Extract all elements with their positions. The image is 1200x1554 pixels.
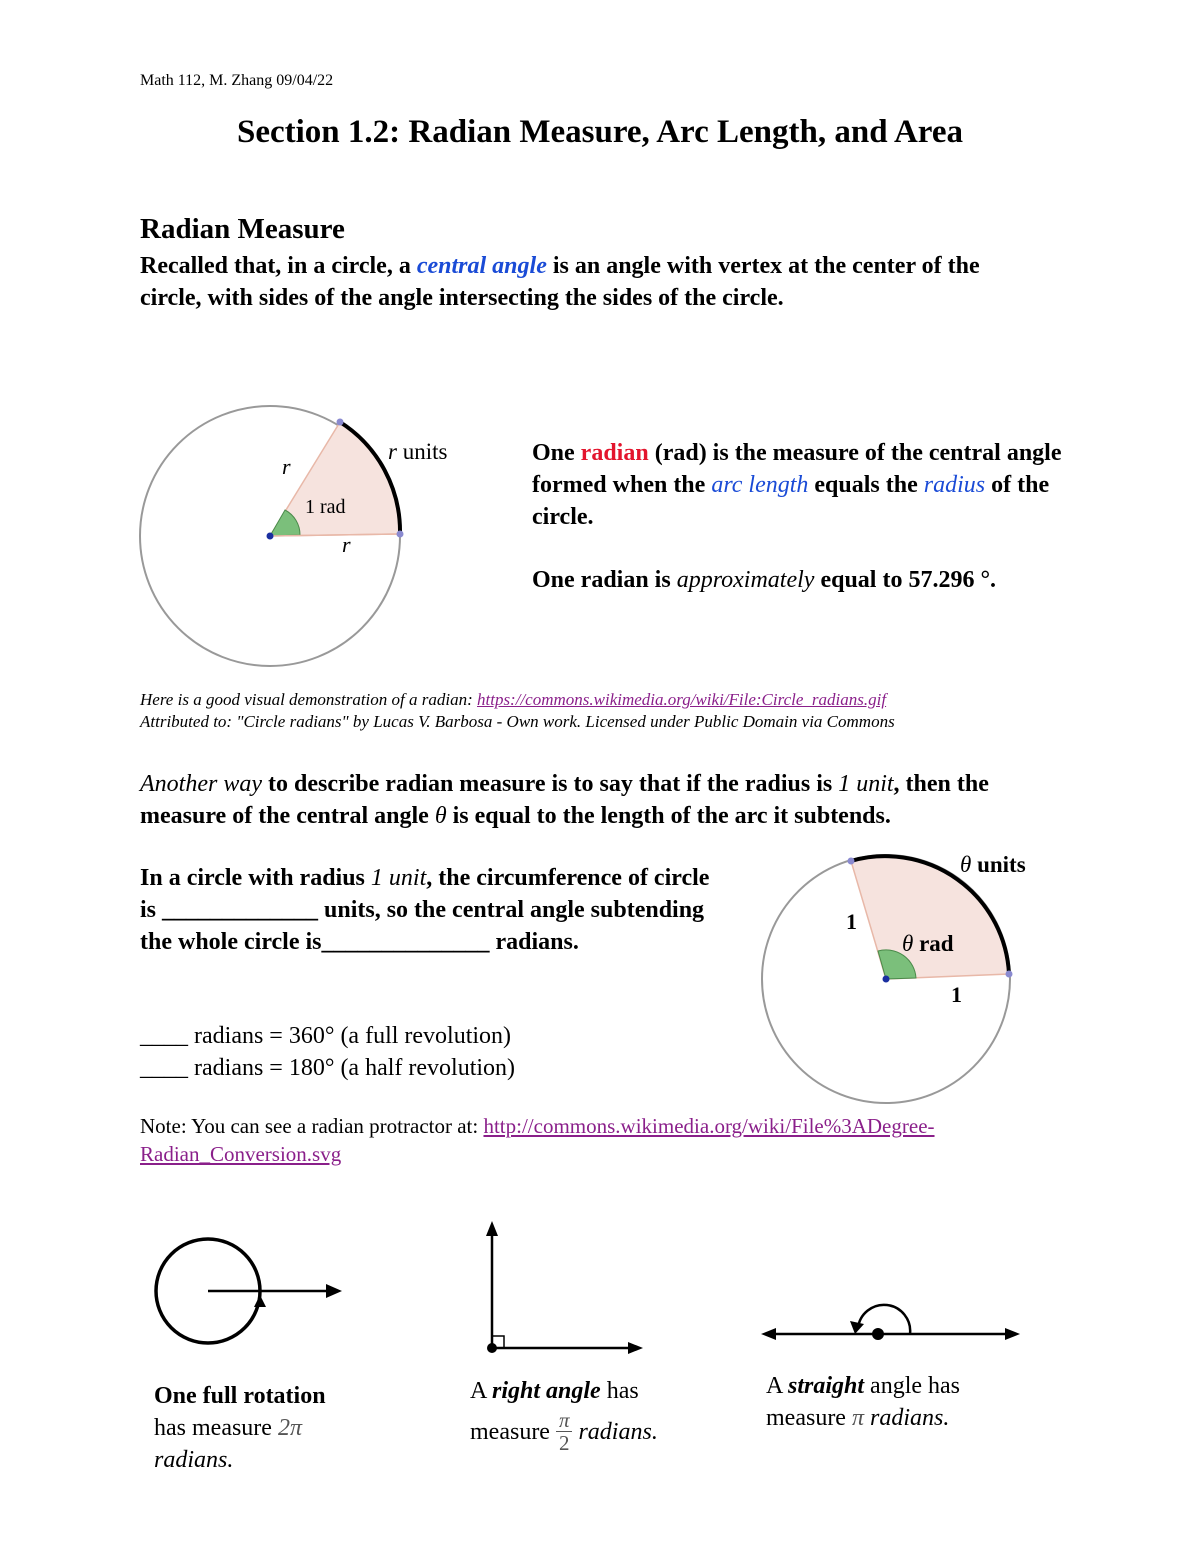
arc-length-term: arc length	[711, 472, 809, 498]
vertex	[872, 1328, 884, 1340]
radian-term: radian	[580, 440, 649, 466]
up-arrowhead	[486, 1221, 498, 1236]
center-point	[267, 533, 274, 540]
arc-point-top	[848, 858, 855, 865]
arc-arrowhead	[850, 1321, 864, 1334]
theta-rad-label: θ rad	[902, 931, 954, 956]
unit-circle-diagram	[750, 845, 1070, 1105]
theta-units-label: θ units	[960, 852, 1026, 877]
blank-line-half: ____ radians = 180° (a half revolution)	[140, 1055, 516, 1081]
demo-link[interactable]: https://commons.wikimedia.org/wiki/File:Circle_radians.gif	[477, 690, 887, 709]
section-heading: Radian Measure	[140, 213, 345, 245]
radian-diagram	[130, 400, 480, 680]
one-label-bottom: 1	[951, 982, 962, 1007]
header-note: Math 112, M. Zhang 09/04/22	[140, 72, 334, 89]
radian-definition: One radian (rad) is the measure of the central angle formed when the arc length equals the radius of the circle.	[532, 440, 1062, 530]
rotation-arrowhead	[254, 1295, 266, 1307]
straight-angle-caption: A straight angle has measure π radians.	[766, 1373, 961, 1431]
right-angle-caption: A right angle has measure π 2 radians.	[470, 1378, 658, 1455]
arc-point-right	[397, 531, 404, 538]
attribution-line: Attributed to: "Circle radians" by Lucas V. Barbosa - Own work. Licensed under Public Domain via Commons	[140, 712, 895, 731]
right-arrowhead	[628, 1342, 643, 1354]
r-label-bottom: r	[342, 532, 351, 557]
straight-angle-figure	[758, 1300, 1028, 1360]
one-rad-label: 1 rad	[305, 496, 346, 518]
half-turn-arc	[858, 1305, 910, 1334]
vertex	[487, 1343, 497, 1353]
right-arrowhead	[1005, 1328, 1020, 1340]
protractor-note: Note: You can see a radian protractor at: http://commons.wikimedia.org/wiki/File%3ADegree- Radian_Conversion.svg	[140, 1114, 935, 1166]
page-title: Section 1.2: Radian Measure, Arc Length, and Area	[236, 114, 964, 150]
another-way-paragraph: Another way to describe radian measure is to say that if the radius is 1 unit, then the measure of the central angle θ is equal to the length of the arc it subtends.	[140, 771, 989, 829]
full-rotation-caption: One full rotation has measure 2π radians.	[154, 1383, 326, 1473]
full-rotation-figure	[150, 1235, 350, 1355]
blank-line-full: ____ radians = 360° (a full revolution)	[140, 1023, 512, 1049]
intro-paragraph	[140, 250, 1040, 314]
protractor-link[interactable]: http://commons.wikimedia.org/wiki/File%3ADegree-	[483, 1114, 935, 1138]
protractor-link-cont[interactable]: Radian_Conversion.svg	[140, 1142, 342, 1166]
right-angle-figure	[478, 1218, 658, 1358]
circumference-paragraph: In a circle with radius 1 unit, the circumference of circle is _____________ units, so the central angle subtending the whole circle is______________ radians.	[140, 865, 710, 955]
intro-text-2: is an angle with vertex at the center of the circle, with sides of the angle intersecting the sides of the circle.	[140, 253, 980, 311]
radius-term: radius	[923, 472, 986, 498]
arc-point-right	[1006, 971, 1013, 978]
r-label-side: r	[282, 454, 291, 479]
radian-approx: One radian is approximately equal to 57.296 °.	[532, 567, 997, 593]
left-arrowhead	[761, 1328, 776, 1340]
demo-attribution: Here is a good visual demonstration of a radian: https://commons.wikimedia.org/wiki/File:Circle_radians.gif Attributed to: "Circle radians" by Lucas V. Barbosa - Own work. Licensed under Public Domain via Commons	[140, 689, 1100, 733]
r-units-label: r units	[388, 439, 448, 464]
intro-text: Recalled that, in a circle, a	[140, 253, 417, 279]
one-label-side: 1	[846, 909, 857, 934]
arc-point-top	[337, 419, 344, 426]
blanks	[140, 1020, 700, 1084]
center-point	[883, 976, 890, 983]
ray-arrowhead	[326, 1284, 342, 1298]
pi-over-2: π 2	[556, 1409, 573, 1454]
central-angle-term: central angle	[416, 253, 547, 279]
